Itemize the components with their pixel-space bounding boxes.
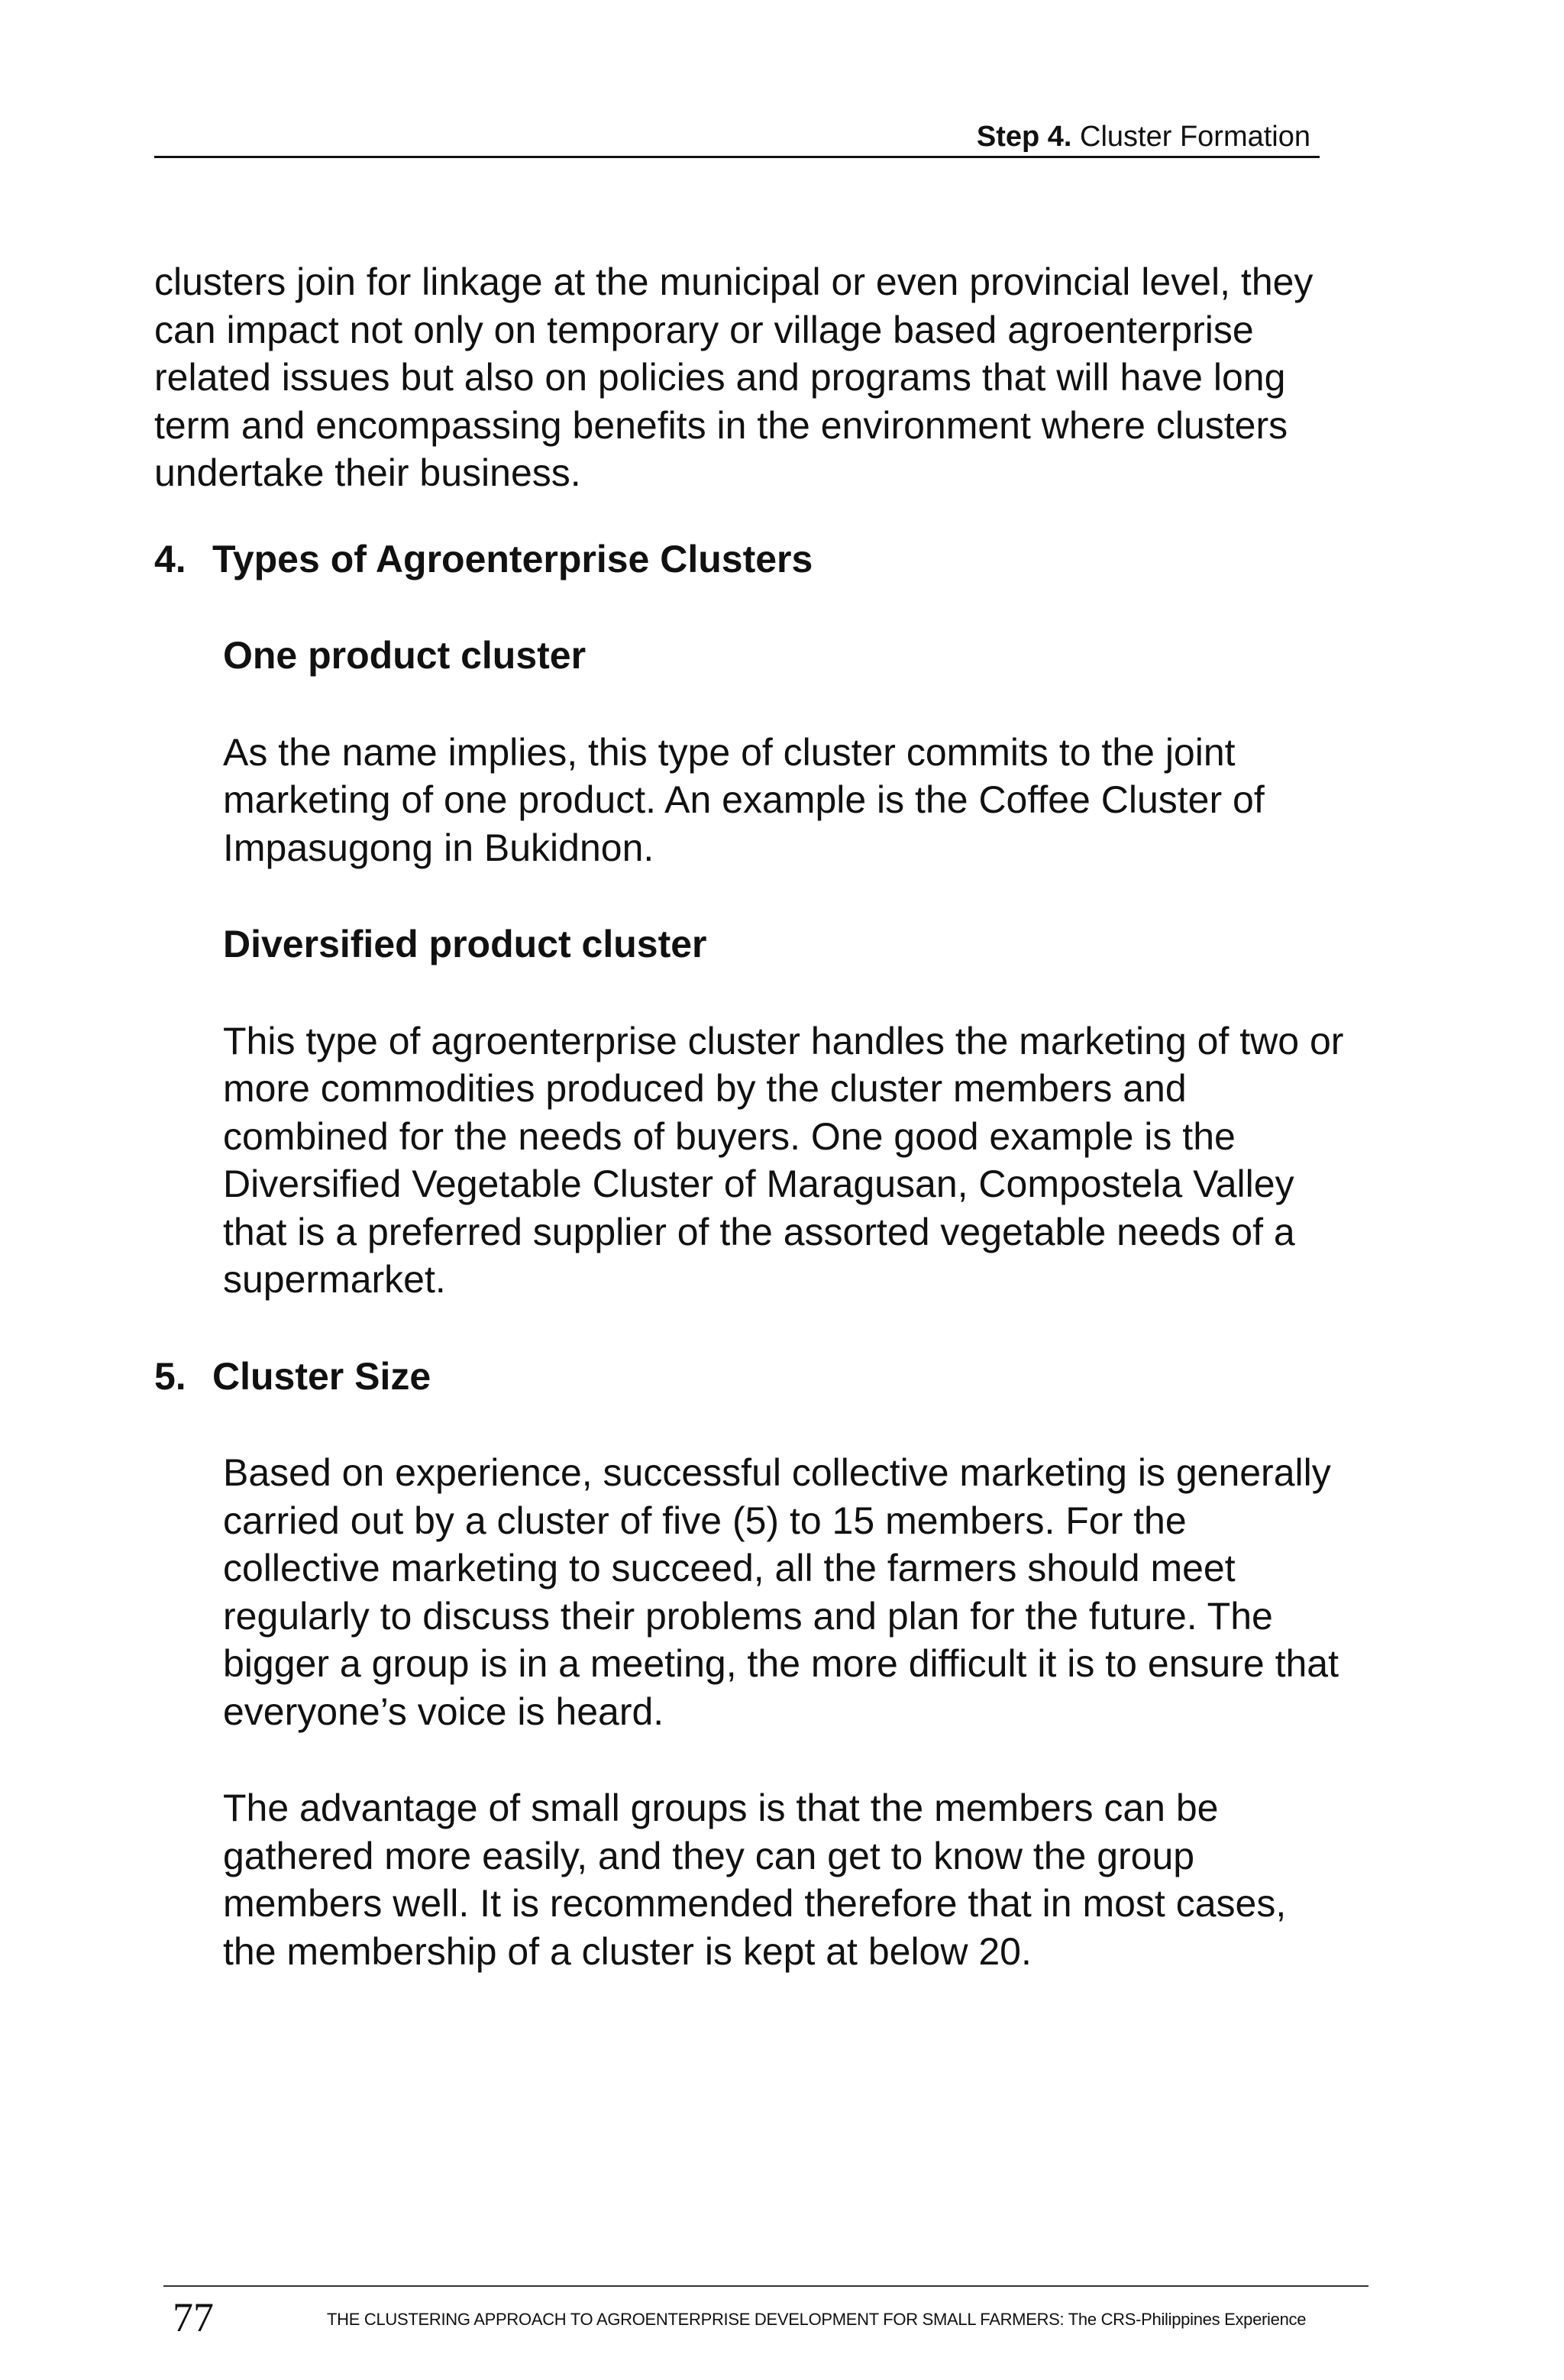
footer-book-title: THE CLUSTERING APPROACH TO AGROENTERPRISE DEVELOPMENT FOR SMALL FARMERS: The CRS-Philippines Experience [327, 2310, 1307, 2329]
section-types-body [154, 632, 1346, 1304]
running-header [154, 119, 1320, 158]
section-title: Cluster Size [212, 1354, 431, 1398]
lead-paragraph: clusters join for linkage at the municipal or even provincial level, they can impact not only on temporary or village based agroenterprise related issues but also on policies and programs that will have long term and encompassing benefits in the environment where clusters undertake their business. [154, 260, 1314, 494]
section-number: 5. [154, 1354, 186, 1398]
running-header-text [977, 121, 1310, 153]
page-body [154, 258, 1346, 1975]
subsection-text-one-product: As the name implies, this type of cluster commits to the joint marketing of one product. An example is the Coffee Cluster of Impasugong in Bukidnon. [223, 730, 1265, 869]
section-size-body [154, 1449, 1346, 1975]
subsection-text-diversified: This type of agroenterprise cluster handles the marketing of two or more commodities produced by the cluster members and combined for the needs of buyers. One good example is the Diversified Vegetable Cluster of Maragusan, Compostela Valley that is a preferred supplier of the assorted vegetable needs of a supermarket. [223, 1019, 1344, 1301]
size-paragraph: The advantage of small groups is that the members can be gathered more easily, and they can get to know the group members well. It is recommended therefore that in most cases, the membership of a cluster is kept at below 20. [223, 1787, 1287, 1973]
size-paragraph: Based on experience, successful collective marketing is generally carried out by a cluster of five (5) to 15 members. For the collective marketing to succeed, all the farmers should meet regularly to discuss their problems and plan for the future. The bigger a group is in a meeting, the more difficult it is to ensure that everyone’s voice is heard. [223, 1451, 1339, 1733]
subsection-heading-one-product: One product cluster [223, 634, 586, 677]
section-heading-size [154, 1353, 1346, 1401]
section-title: Types of Agroenterprise Clusters [212, 537, 813, 580]
footer-rule [163, 2285, 1368, 2287]
section-number: 4. [154, 537, 186, 580]
section-heading-types [154, 535, 1346, 584]
section-title: Cluster Formation [1080, 121, 1310, 153]
step-label: Step 4. [976, 121, 1072, 153]
subsection-heading-diversified: Diversified product cluster [223, 923, 707, 965]
page-number: 77 [173, 2294, 214, 2340]
